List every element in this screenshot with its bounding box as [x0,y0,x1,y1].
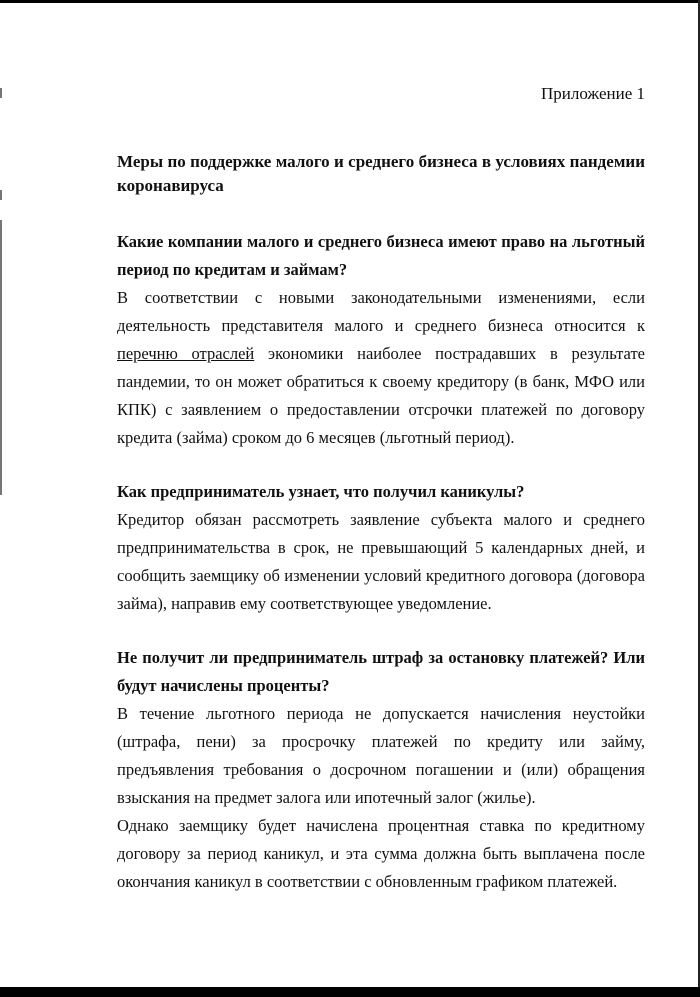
industries-list-link[interactable]: перечню отраслей [117,344,255,363]
document-title: Меры по поддержке малого и среднего бизнеса в условиях пандемии коронавируса [117,152,645,195]
section-3 [117,644,645,896]
section-1 [117,228,645,452]
answer-text: В соответствии с новыми законодательными изменениями, если деятельность представителя малого и среднего бизнеса относится к [117,288,645,335]
section-answer [117,284,645,452]
section-question: Как предприниматель узнает, что получил каникулы? [117,482,525,501]
scan-top-border [0,0,700,3]
answer-text: экономики наиболее пострадавших в результате пандемии, то он может обратиться к своему кредитору (в банк, МФО или КПК) с заявлением о предоставлении отсрочки платежей по договору кредита (займа) сроком до 6 месяцев (льготный период). [117,344,645,447]
scan-left-mark [0,190,2,200]
section-answer-2: Однако заемщику будет начислена процентная ставка по кредитному договору за период каникул, и эта сумма должна быть выплачена после окончания каникул в соответствии с обновленным графиком платежей. [117,816,645,891]
scan-left-mark [0,88,2,98]
section-answer: Кредитор обязан рассмотреть заявление субъекта малого и среднего предпринимательства в срок, не превышающий 5 календарных дней, и сообщить заемщику об изменении условий кредитного договора (договора займа), направив ему соответствующее уведомление. [117,510,645,613]
section-2 [117,478,645,618]
section-question: Не получит ли предприниматель штраф за остановку платежей? Или будут начислены проценты? [117,648,645,695]
section-answer: В течение льготного периода не допускается начисления неустойки (штрафа, пени) за просрочку платежей по кредиту или займу, предъявления требования о досрочном погашении и (или) обращения взыскания на предмет залога или ипотечный залог (жилье). [117,704,645,807]
appendix-label: Приложение 1 [541,84,645,103]
scan-left-mark [0,220,2,495]
scan-bottom-border [0,987,700,997]
section-question: Какие компании малого и среднего бизнеса имеют право на льготный период по кредитам и займам? [117,232,645,279]
